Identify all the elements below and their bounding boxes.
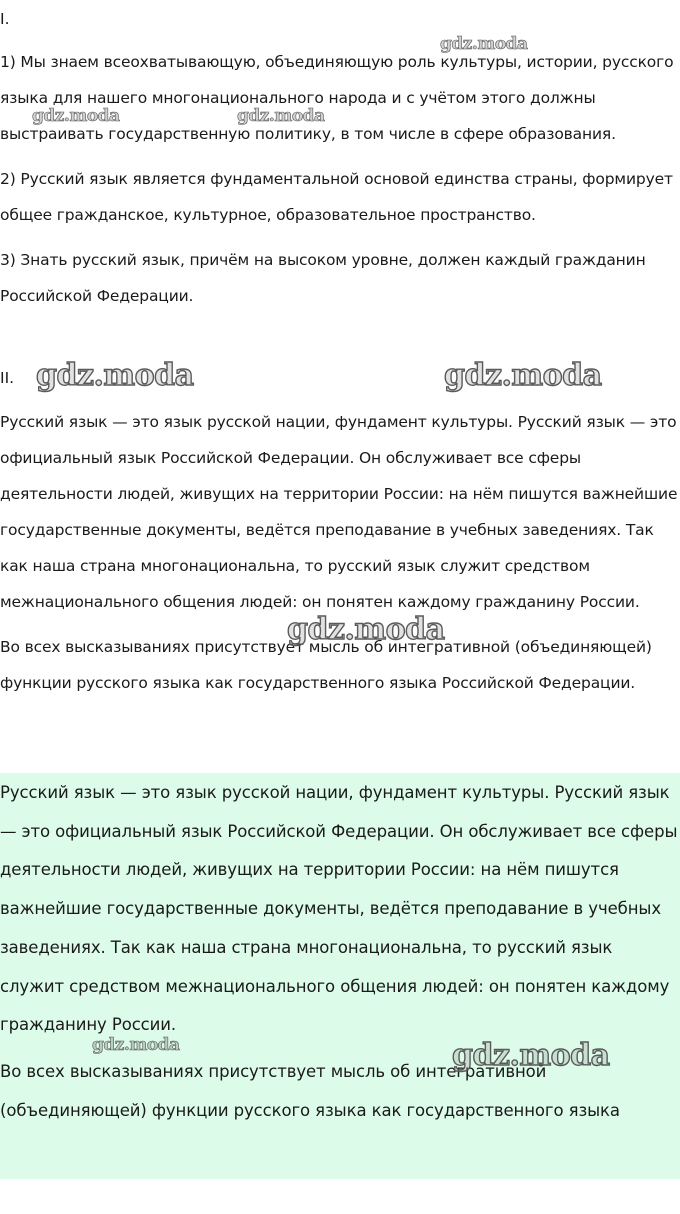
section-2-paragraph-1: Русский язык — это язык русской нации, фундамент культуры. Русский язык — это официальный язык Российской Федерации. Он обслуживает все сферы деятельности людей, живущих на территории России: на нём пишутся важнейшие государственные документы, ведётся преподавание в учебных заведениях. Так как наша страна многонациональна, то русский язык служит средством межнационального общения людей: он понятен каждому гражданину России. [0, 413, 678, 611]
highlight-paragraph-2: Во всех высказываниях присутствует мысль об интегративной (объединяющей) функции русского языка как государственного языка [0, 1061, 620, 1120]
watermark-logo: gdz.moda [36, 358, 194, 393]
section-1-label: I. [0, 10, 10, 28]
watermark-logo: gdz.moda [287, 612, 445, 647]
statement-2: 2) Русский язык является фундаментальной основой единства страны, формирует общее гражданское, культурное, образовательное пространство. [0, 170, 673, 224]
statement-1: 1) Мы знаем всеохватывающую, объединяющую роль культуры, истории, русского языка для нашего многонационального народа и с учётом этого должны выстраивать государственную политику, в том числе в сфере образования. [0, 53, 674, 143]
section-2-paragraph-2: Во всех высказываниях присутствует мысль об интегративной (объединяющей) функции русского языка как государственного языка Российской Федерации. [0, 638, 652, 692]
watermark-logo: gdz.moda [92, 1035, 180, 1055]
section-1 [0, 0, 680, 323]
highlighted-answer [0, 773, 680, 1179]
watermark-logo: gdz.moda [444, 358, 602, 393]
section-2 [0, 360, 680, 710]
highlight-paragraph-1: Русский язык — это язык русской нации, фундамент культуры. Русский язык — это официальный язык Российской Федерации. Он обслуживает все сферы деятельности людей, живущих на территории России: на нём пишутся важнейшие государственные документы, ведётся преподавание в учебных заведениях. Так как наша страна многонациональна, то русский язык служит средством межнационального общения людей: он понятен каждому гражданину России. [0, 783, 678, 1035]
section-2-label: II. [0, 369, 15, 387]
watermark-logo: gdz.moda [32, 106, 120, 126]
watermark-logo: gdz.moda [452, 1038, 610, 1073]
watermark-logo: gdz.moda [440, 34, 528, 54]
watermark-logo: gdz.moda [237, 106, 325, 126]
statement-3: 3) Знать русский язык, причём на высоком уровне, должен каждый гражданин Российской Федерации. [0, 251, 646, 305]
